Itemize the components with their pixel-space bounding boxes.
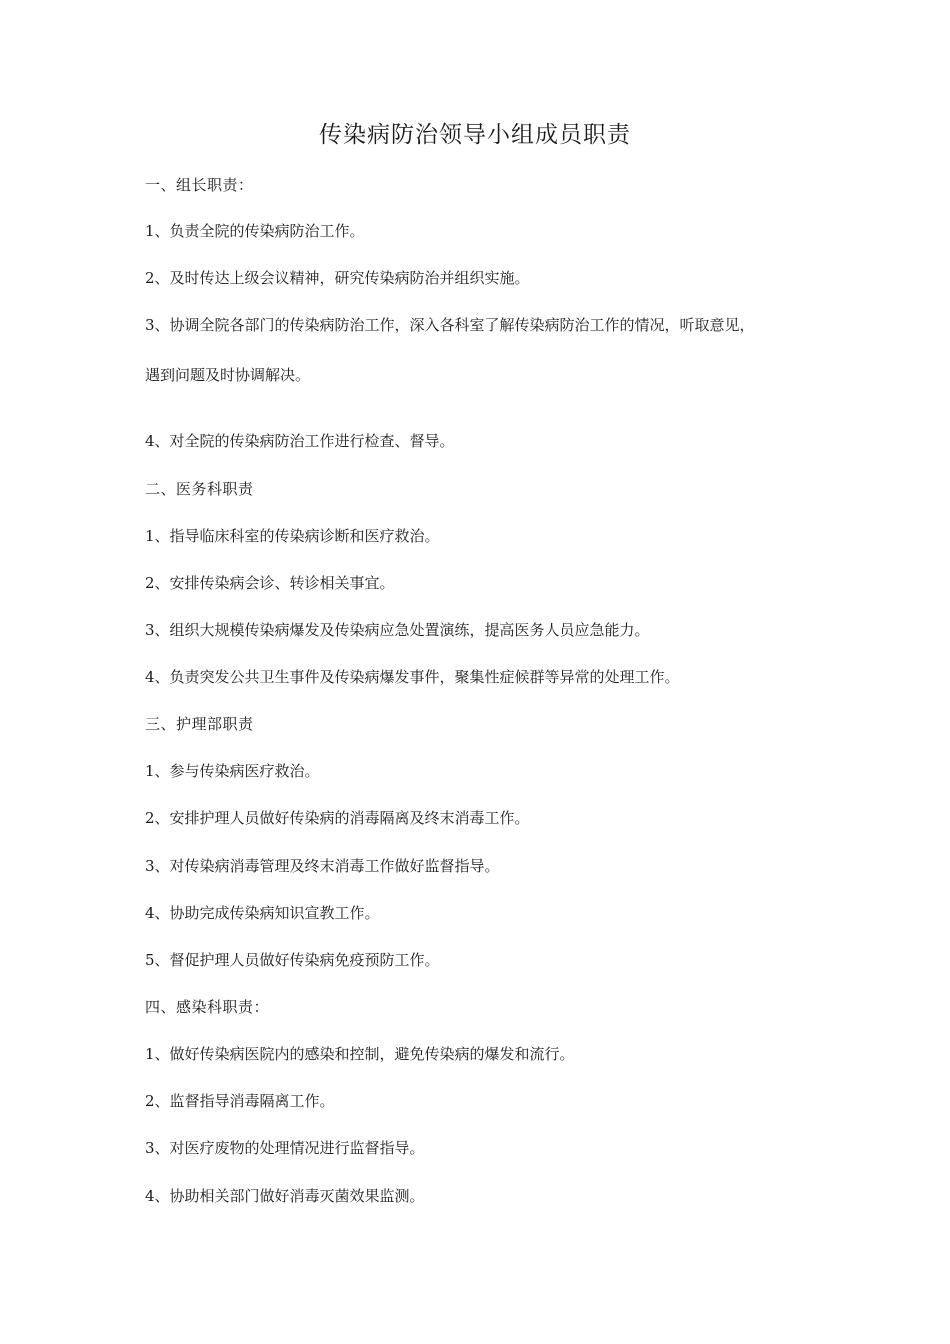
list-item: 1、负责全院的传染病防治工作。: [145, 222, 365, 240]
list-item: 2、监督指导消毒隔离工作。: [145, 1092, 335, 1110]
section-heading-group-leader: 一、组长职责：: [145, 176, 254, 194]
list-item: 2、及时传达上级会议精神，研究传染病防治并组织实施。: [145, 269, 530, 287]
list-item: 1、指导临床科室的传染病诊断和医疗救治。: [145, 527, 440, 545]
list-item: 3、对传染病消毒管理及终末消毒工作做好监督指导。: [145, 857, 500, 875]
section-heading-infection: 四、感染科职责：: [145, 998, 270, 1016]
document-title: 传染病防治领导小组成员职责: [319, 122, 631, 148]
list-item: 4、协助完成传染病知识宣教工作。: [145, 904, 380, 922]
section-heading-medical-affairs: 二、医务科职责: [145, 480, 254, 498]
list-item: 4、负责突发公共卫生事件及传染病爆发事件，聚集性症候群等异常的处理工作。: [145, 668, 680, 686]
list-item: 1、做好传染病医院内的感染和控制，避免传染病的爆发和流行。: [145, 1045, 575, 1063]
list-item: 3、协调全院各部门的传染病防治工作，深入各科室了解传染病防治工作的情况，听取意见，: [145, 316, 755, 334]
list-item: 2、安排传染病会诊、转诊相关事宜。: [145, 574, 395, 592]
list-item: 2、安排护理人员做好传染病的消毒隔离及终末消毒工作。: [145, 809, 530, 827]
list-item-continuation: 遇到问题及时协调解决。: [145, 366, 311, 384]
section-heading-nursing: 三、护理部职责: [145, 715, 254, 733]
list-item: 3、对医疗废物的处理情况进行监督指导。: [145, 1139, 425, 1157]
list-item: 1、参与传染病医疗救治。: [145, 762, 320, 780]
list-item: 4、对全院的传染病防治工作进行检查、督导。: [145, 432, 455, 450]
list-item: 4、协助相关部门做好消毒灭菌效果监测。: [145, 1187, 425, 1205]
list-item: 5、督促护理人员做好传染病免疫预防工作。: [145, 951, 440, 969]
list-item: 3、组织大规模传染病爆发及传染病应急处置演练，提高医务人员应急能力。: [145, 621, 650, 639]
